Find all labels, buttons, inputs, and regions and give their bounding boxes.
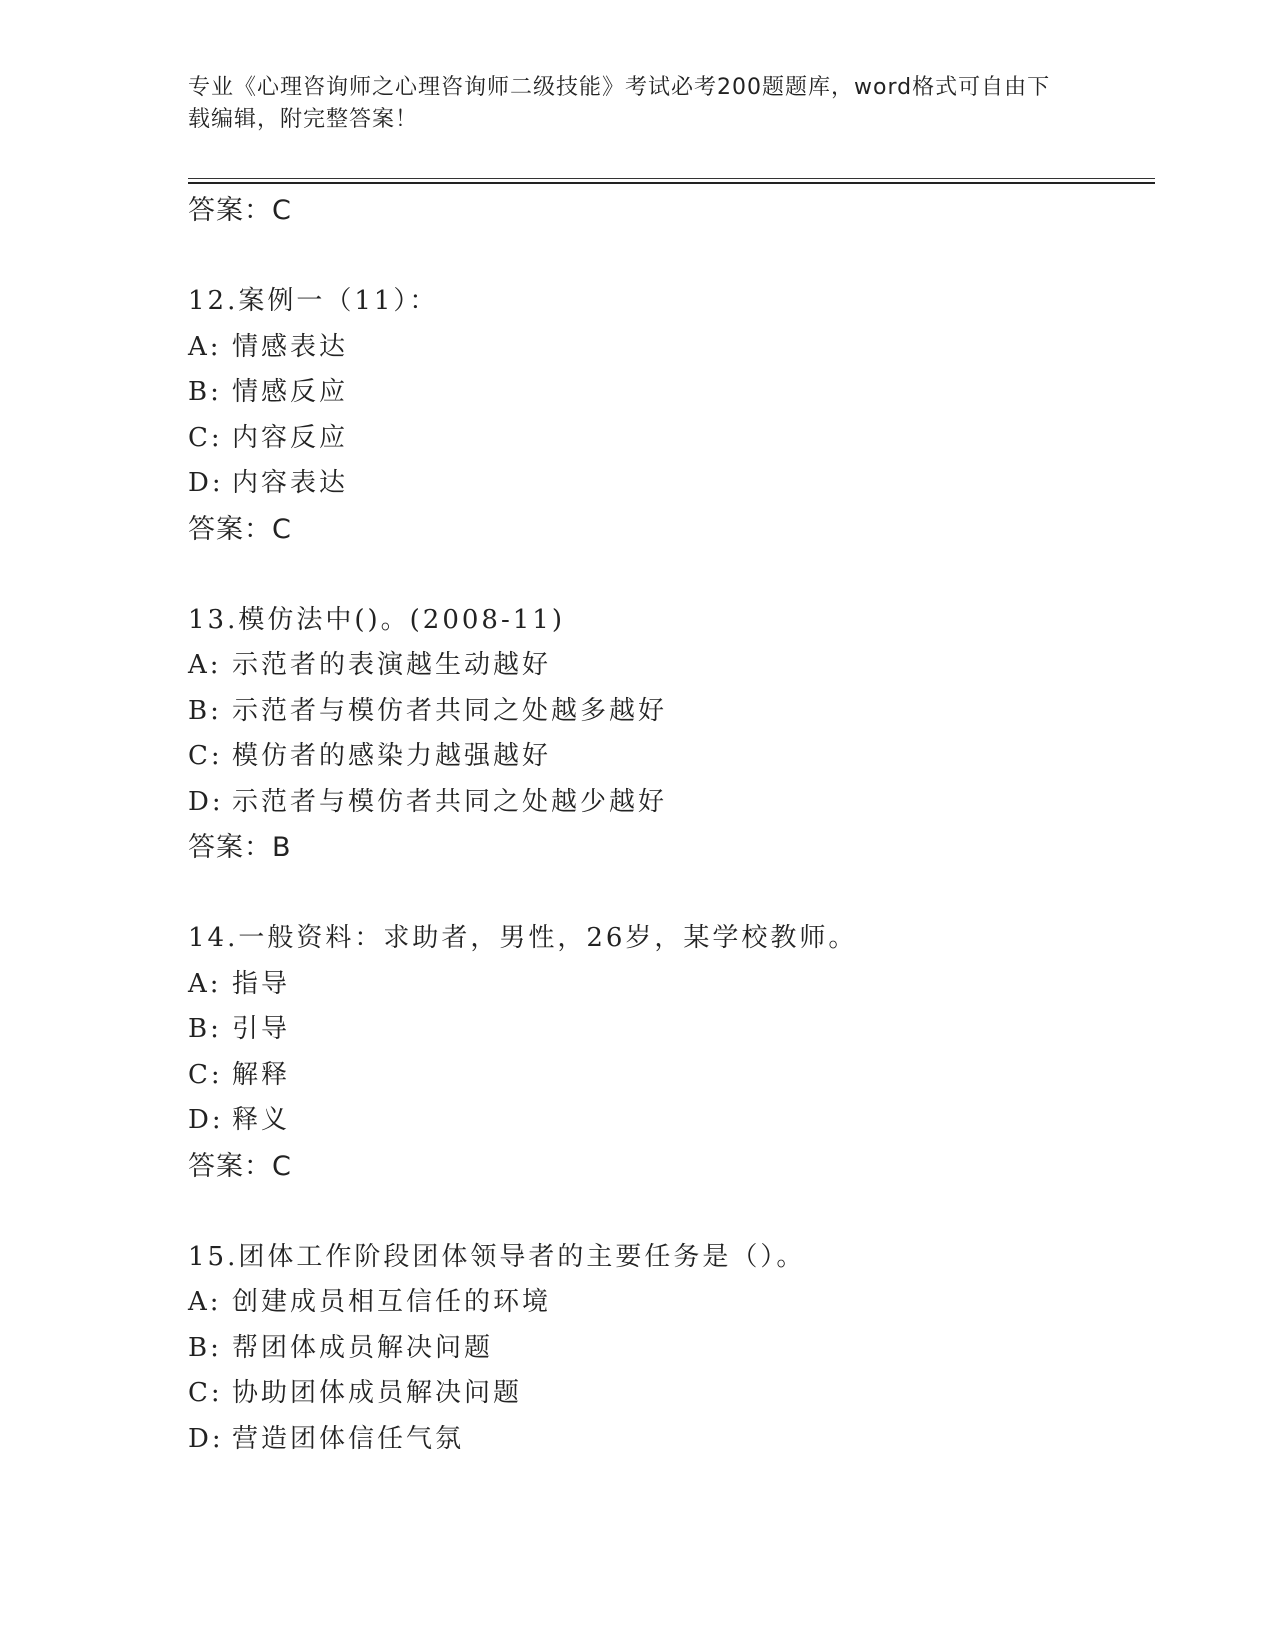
option-text: 示范者与模仿者共同之处越多越好: [232, 695, 668, 726]
option-row: [188, 780, 1148, 826]
answer-line: [188, 1144, 1148, 1190]
option-row: [188, 1417, 1148, 1463]
option-key: D:: [188, 1423, 224, 1454]
option-key: A:: [188, 968, 222, 999]
answer-value: C: [272, 1150, 292, 1182]
spacer: [188, 234, 1148, 279]
header-rule-thin: [188, 178, 1155, 179]
option-text: 示范者的表演越生动越好: [232, 650, 552, 680]
option-row: [188, 416, 1148, 462]
option-key: C:: [188, 1059, 223, 1090]
question-block: [188, 916, 1148, 1190]
option-key: A:: [188, 1287, 222, 1317]
option-row: [188, 1326, 1148, 1372]
answer-line: [188, 188, 1148, 234]
answer-value: C: [272, 195, 292, 226]
option-row: [188, 734, 1148, 780]
option-row: [188, 1280, 1148, 1326]
answer-value: C: [272, 513, 292, 545]
answer-label: 答案：: [188, 195, 272, 226]
option-text: 释义: [232, 1105, 291, 1135]
header-rule-thick: [188, 182, 1155, 184]
option-text: 模仿者的感染力越强越好: [232, 741, 552, 771]
option-text: 营造团体信任气氛: [232, 1423, 465, 1454]
option-row: [188, 370, 1148, 416]
answer-line: [188, 507, 1148, 553]
option-row: [188, 1053, 1148, 1099]
option-text: 内容反应: [232, 422, 349, 453]
spacer: [188, 553, 1148, 598]
option-text: 内容表达: [232, 468, 349, 498]
option-text: 情感表达: [232, 331, 349, 362]
question-stem: 13.模仿法中()。(2008-11): [188, 604, 565, 635]
option-key: B:: [188, 695, 222, 726]
option-text: 解释: [232, 1059, 291, 1090]
question-stem: 14.一般资料：求助者，男性，26岁，某学校教师。: [188, 923, 858, 953]
option-key: A:: [188, 650, 222, 680]
option-key: B:: [188, 1014, 222, 1044]
question-block: [188, 279, 1148, 553]
question-stem: 12.案例一（11）：: [188, 286, 439, 316]
option-row: [188, 643, 1148, 689]
option-row: [188, 1098, 1148, 1144]
option-text: 引导: [232, 1014, 291, 1044]
answer-line: [188, 825, 1148, 871]
question-list: [188, 188, 1148, 1462]
option-text: 帮团体成员解决问题: [232, 1332, 494, 1363]
option-key: B:: [188, 377, 222, 407]
option-text: 情感反应: [232, 377, 349, 407]
option-key: D:: [188, 786, 224, 817]
option-key: A:: [188, 331, 222, 362]
answer-label: 答案：: [188, 832, 272, 863]
option-key: D:: [188, 468, 224, 498]
option-key: C:: [188, 1378, 223, 1408]
spacer: [188, 1190, 1148, 1235]
option-row: [188, 461, 1148, 507]
question-block: [188, 598, 1148, 872]
option-text: 指导: [232, 968, 291, 999]
spacer: [188, 871, 1148, 916]
option-text: 创建成员相互信任的环境: [232, 1287, 552, 1317]
option-row: [188, 1371, 1148, 1417]
option-text: 协助团体成员解决问题: [232, 1378, 523, 1408]
option-text: 示范者与模仿者共同之处越少越好: [232, 786, 668, 817]
answer-value: B: [272, 832, 292, 863]
answer-label: 答案：: [188, 513, 272, 545]
option-row: [188, 1007, 1148, 1053]
question-stem: 15.团体工作阶段团体领导者的主要任务是（）。: [188, 1241, 806, 1272]
option-row: [188, 325, 1148, 371]
question-block: [188, 1235, 1148, 1463]
document-header: 专业《心理咨询师之心理咨询师二级技能》考试必考200题题库，word格式可自由下载编辑，附完整答案！: [188, 75, 1051, 132]
option-key: C:: [188, 741, 223, 771]
option-key: B:: [188, 1332, 222, 1363]
option-row: [188, 962, 1148, 1008]
option-row: [188, 689, 1148, 735]
option-key: D:: [188, 1105, 224, 1135]
answer-label: 答案：: [188, 1150, 272, 1182]
option-key: C:: [188, 422, 223, 453]
